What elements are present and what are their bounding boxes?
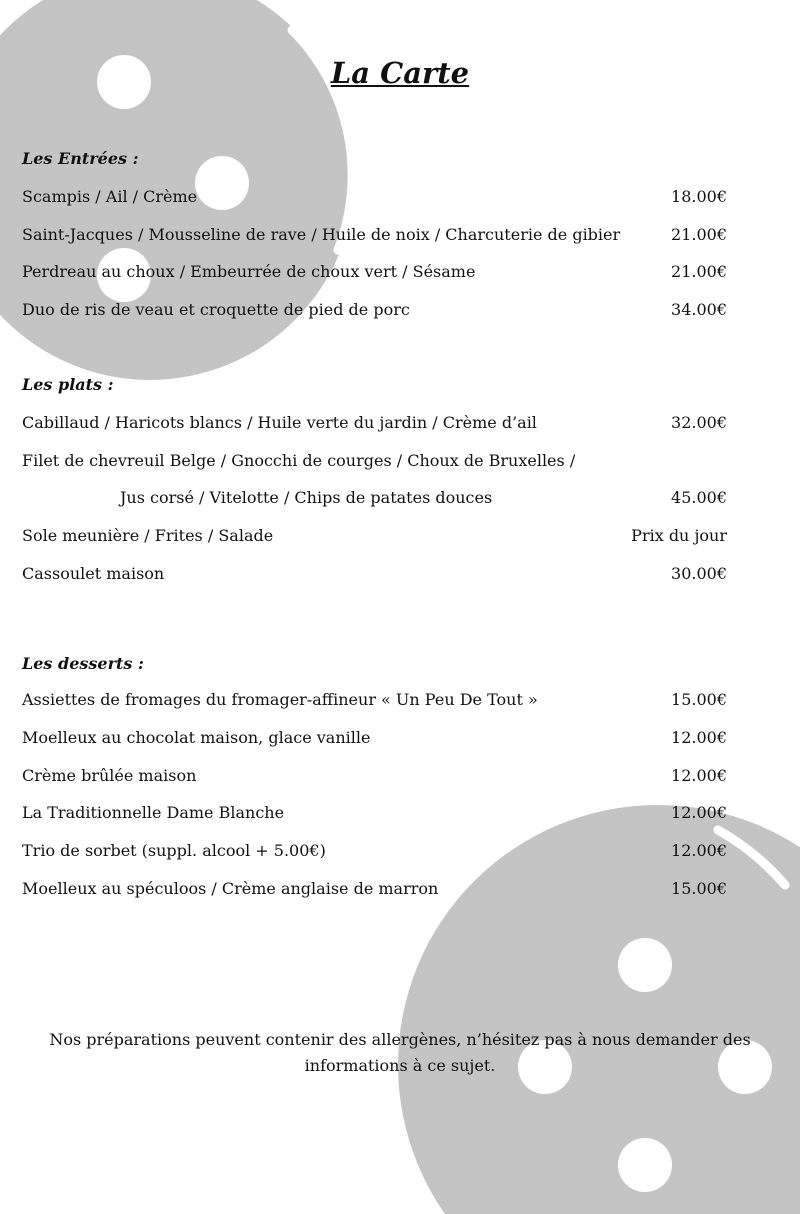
section-title-plats: Les plats : [22,375,114,394]
menu-item-label: Scampis / Ail / Crème [22,187,198,206]
menu-item-continuation [22,488,727,510]
menu-item [22,766,727,788]
menu-item [22,841,727,863]
menu-item-price: 45.00€ [671,488,727,507]
menu-item [22,690,727,712]
menu-item-label: Moelleux au spéculoos / Crème anglaise de marron [22,879,439,898]
menu-item-label: Cabillaud / Haricots blancs / Huile verte du jardin / Crème d’ail [22,413,537,432]
menu-item [22,225,727,247]
menu-item [22,803,727,825]
menu-item-label: Assiettes de fromages du fromager-affineur « Un Peu De Tout » [22,690,538,709]
menu-item-price: 32.00€ [671,413,727,432]
menu-item-price: 12.00€ [671,766,727,785]
menu-item [22,451,727,473]
section-title-entrees: Les Entrées : [22,149,139,168]
menu-item-price: 21.00€ [671,225,727,244]
menu-item-price: 15.00€ [671,879,727,898]
menu-item-label: Filet de chevreuil Belge / Gnocchi de courges / Choux de Bruxelles / [22,451,576,470]
menu-item [22,187,727,209]
menu-item-label: Perdreau au choux / Embeurrée de choux vert / Sésame [22,262,476,281]
menu-item-label: Duo de ris de veau et croquette de pied de porc [22,300,410,319]
menu-item-price: 15.00€ [671,690,727,709]
menu-item [22,728,727,750]
menu-item-price: Prix du jour [631,526,727,545]
menu-item [22,413,727,435]
menu-item-label: La Traditionnelle Dame Blanche [22,803,285,822]
menu-item [22,526,727,548]
menu-item-label: Crème brûlée maison [22,766,197,785]
menu-item-price: 18.00€ [671,187,727,206]
menu-item [22,262,727,284]
menu-item-price: 12.00€ [671,728,727,747]
page-title: La Carte [330,56,470,90]
menu-item-price: 30.00€ [671,564,727,583]
menu-item-label: Cassoulet maison [22,564,165,583]
menu-item-price: 12.00€ [671,841,727,860]
menu-item-label: Sole meunière / Frites / Salade [22,526,274,545]
menu-item-label: Saint-Jacques / Mousseline de rave / Huile de noix / Charcuterie de gibier [22,225,621,244]
menu-item-label: Jus corsé / Vitelotte / Chips de patates douces [120,488,493,507]
menu-item-label: Moelleux au chocolat maison, glace vanille [22,728,371,747]
menu-item-label: Trio de sorbet (suppl. alcool + 5.00€) [22,841,326,860]
menu-item [22,879,727,901]
menu-item-price: 21.00€ [671,262,727,281]
menu-item [22,564,727,586]
section-title-desserts: Les desserts : [22,654,144,673]
menu-item-price: 12.00€ [671,803,727,822]
allergen-note: Nos préparations peuvent contenir des allergènes, n’hésitez pas à nous demander des informations à ce sujet. [49,1030,751,1075]
menu-item-price: 34.00€ [671,300,727,319]
menu-item [22,300,727,322]
